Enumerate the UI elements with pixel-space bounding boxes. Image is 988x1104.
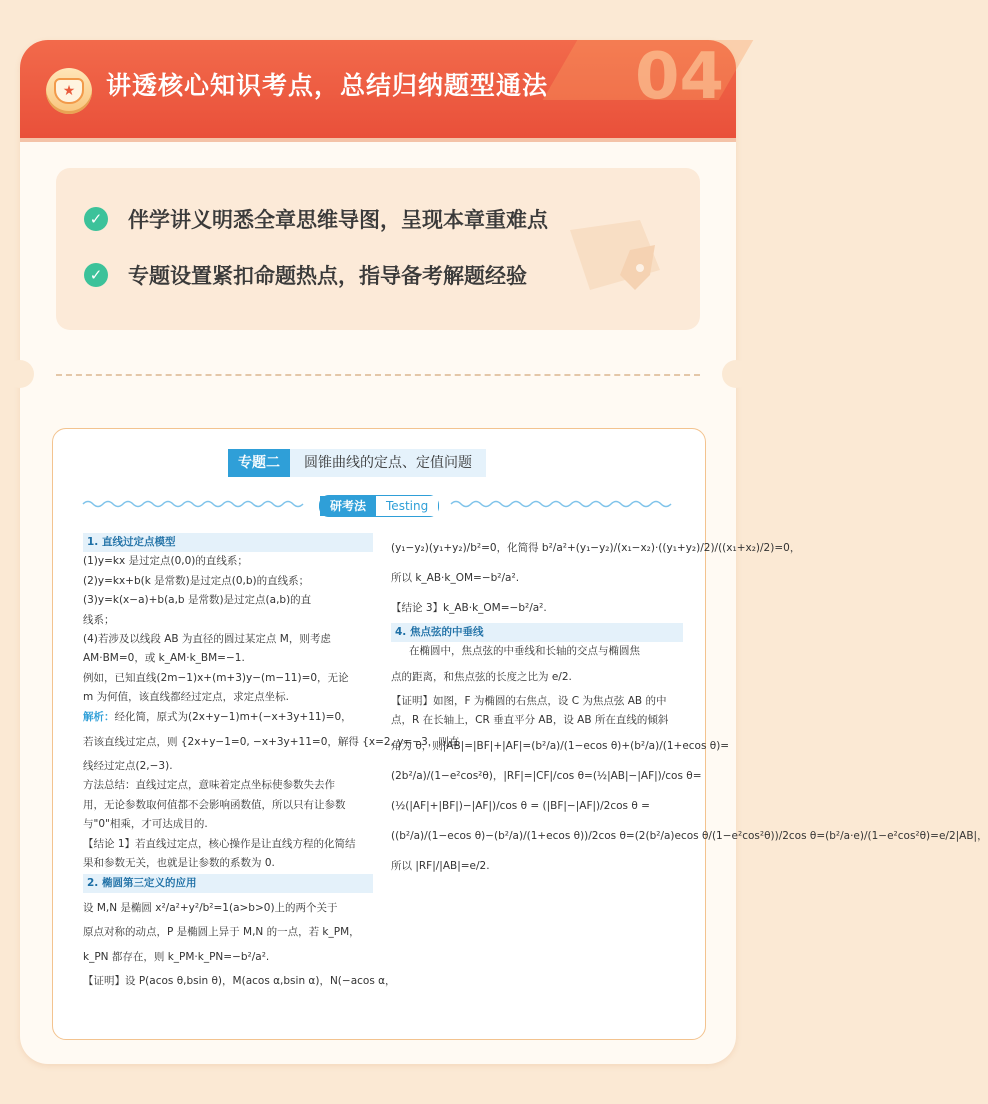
feature-item xyxy=(84,204,548,234)
text-line: (2b²/a)/(1−e²cos²θ)，|RF|=|CF|/cos θ=(½|AB|−|AF|)/cos θ= xyxy=(391,769,702,782)
section-heading: 4. 焦点弦的中垂线 xyxy=(391,623,683,642)
topic-header xyxy=(228,449,486,477)
text-line: 所以 k_AB·k_OM=−b²/a². xyxy=(391,572,520,584)
analysis-text: 经化简，原式为(2x+y−1)m+(−x+3y+11)=0， xyxy=(114,710,352,723)
text-line: 果和参数无关，也就是让参数的系数为 0. xyxy=(83,857,275,870)
wave-decoration-right xyxy=(451,499,677,509)
right-notch xyxy=(722,360,750,388)
section-heading: 1. 直线过定点模型 xyxy=(83,533,373,552)
text-line: 用，无论参数取何值都不会影响函数值，所以只有让参数 xyxy=(83,798,346,811)
feature-item xyxy=(84,260,527,290)
banner-underline xyxy=(20,138,736,142)
text-line: 线经过定点(2,−3). xyxy=(83,760,173,773)
text-line: ((b²/a)/(1−ecos θ)−(b²/a)/(1+ecos θ))/2cos θ=(2(b²/a)ecos θ/(1−e²cos²θ))/2cos θ=(b²/a·e)/(1−e²cos²θ)=e/2|AB|， xyxy=(391,829,988,842)
text-line: 原点对称的动点，P 是椭圆上异于 M,N 的一点，若 k_PM， xyxy=(83,925,360,938)
right-column xyxy=(391,533,988,881)
wave-decoration-left xyxy=(83,499,309,509)
text-line: (½(|AF|+|BF|)−|AF|)/cos θ = (|BF|−|AF|)/2cos θ = xyxy=(391,799,650,812)
section-heading: 2. 椭圆第三定义的应用 xyxy=(83,874,373,893)
feature-text: 伴学讲义明悉全章思维导图，呈现本章重难点 xyxy=(128,208,548,232)
text-line: (2)y=kx+b(k 是常数)是过定点(0,b)的直线系； xyxy=(83,574,310,587)
text-line: 【结论 1】若直线过定点，核心操作是让直线方程的化简结 xyxy=(83,837,356,850)
text-line: AM·BM=0，或 k_AM·k_BM=−1. xyxy=(83,652,245,665)
text-line: 点，R 在长轴上，CR 垂直平分 AB，设 AB 所在直线的倾斜 xyxy=(391,714,669,727)
banner xyxy=(20,40,736,138)
method-en: Testing xyxy=(376,496,438,516)
text-line: 方法总结：直线过定点，意味着定点坐标使参数失去作 xyxy=(83,779,335,792)
topic-label: 专题二 xyxy=(228,449,290,477)
text-line: 线系； xyxy=(83,613,115,626)
check-icon: ✓ xyxy=(84,263,108,287)
check-icon: ✓ xyxy=(84,207,108,231)
text-line: (1)y=kx 是过定点(0,0)的直线系； xyxy=(83,555,248,568)
text-line: 若该直线过定点，则 {2x+y−1=0, −x+3y+11=0，解得 {x=2, y=−3，则直 xyxy=(83,736,460,749)
text-line: 【证明】设 P(acos θ,bsin θ)，M(acos α,bsin α)，N(−acos α， xyxy=(83,975,396,988)
method-cn: 研考法 xyxy=(320,496,376,516)
topic-title: 圆锥曲线的定点、定值问题 xyxy=(290,449,486,477)
text-line: 【结论 3】k_AB·k_OM=−b²/a². xyxy=(391,602,547,614)
text-line: (4)若涉及以线段 AB 为直径的圆过某定点 M，则考虑 xyxy=(83,633,331,646)
text-line: 点的距离，和焦点弦的长度之比为 e/2. xyxy=(391,670,572,683)
left-notch xyxy=(6,360,34,388)
text-line xyxy=(83,708,373,727)
analysis-label: 解析： xyxy=(83,710,115,723)
text-line: 所以 |RF|/|AB|=e/2. xyxy=(391,859,490,872)
feature-card xyxy=(20,40,988,1064)
text-line: 角为 θ，则|AB|=|BF|+|AF|=(b²/a)/(1−ecos θ)+(b²/a)/(1+ecos θ)= xyxy=(391,739,730,752)
text-line: 例如，已知直线(2m−1)x+(m+3)y−(m−11)=0，无论 xyxy=(83,671,349,684)
text-line: 设 M,N 是椭圆 x²/a²+y²/b²=1(a>b>0)上的两个关于 xyxy=(83,901,338,914)
banner-number: 04 xyxy=(634,40,724,114)
feature-list xyxy=(56,168,700,330)
text-line: m 为何值，该直线都经过定点，求定点坐标. xyxy=(83,691,289,704)
text-line: k_PN 都存在，则 k_PM·k_PN=−b²/a². xyxy=(83,951,270,964)
feature-text: 专题设置紧扣命题热点，指导备考解题经验 xyxy=(128,264,527,288)
pen-nib-icon xyxy=(560,210,670,310)
text-line: (3)y=k(x−a)+b(a,b 是常数)是过定点(a,b)的直 xyxy=(83,594,312,607)
text-line: (y₁−y₂)(y₁+y₂)/b²=0，化简得 b²/a²+(y₁−y₂)/(x₁−x₂)·((y₁+y₂)/2)/((x₁+x₂)/2)=0， xyxy=(391,542,801,554)
text-line: 与"0"相乘，才可达成目的. xyxy=(83,818,208,831)
text-line: 在椭圆中，焦点弦的中垂线和长轴的交点与椭圆焦 xyxy=(409,645,640,658)
star-badge-icon: ★ xyxy=(46,68,92,114)
banner-title: 讲透核心知识考点，总结归纳题型通法 xyxy=(106,71,549,100)
text-line: 【证明】如图，F 为椭圆的右焦点，设 C 为焦点弦 AB 的中 xyxy=(391,694,667,707)
sample-page xyxy=(52,428,988,1040)
method-tag xyxy=(319,495,439,517)
dashed-divider xyxy=(56,374,700,376)
